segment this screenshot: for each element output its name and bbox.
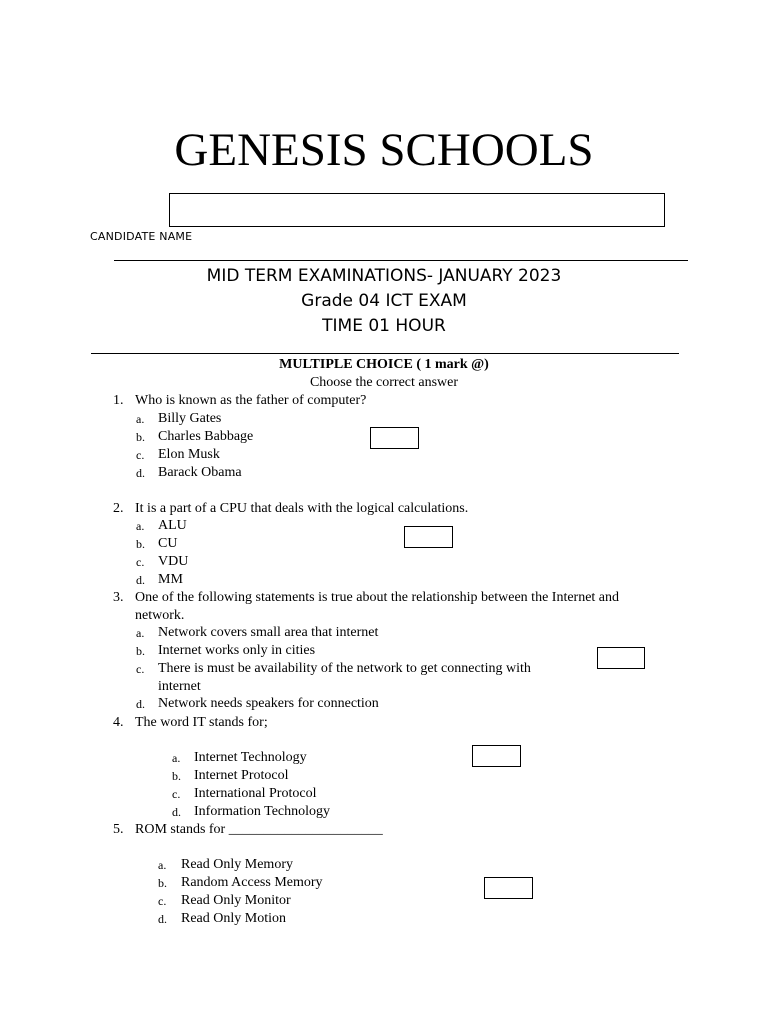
option-text: VDU <box>158 554 189 569</box>
question-text: It is a part of a CPU that deals with the logical calculations. <box>135 501 469 516</box>
option-text: Random Access Memory <box>181 875 323 890</box>
section-title: MULTIPLE CHOICE ( 1 mark @) <box>279 357 489 372</box>
answer-box[interactable] <box>370 427 419 449</box>
question-number: 3. <box>113 590 124 605</box>
section-instruction: Choose the correct answer <box>309 375 459 390</box>
option-letter: b. <box>136 430 145 444</box>
option-text: Elon Musk <box>158 447 220 462</box>
option-text: Read Only Memory <box>181 857 293 872</box>
option-text: Charles Babbage <box>158 429 254 444</box>
option-letter: d. <box>136 697 145 711</box>
option-text: Network needs speakers for connection <box>158 696 379 711</box>
option-letter: d. <box>136 466 145 480</box>
option-letter: d. <box>172 805 181 819</box>
question-text: ROM stands for ______________________ <box>135 822 383 837</box>
exam-title: MID TERM EXAMINATIONS- JANUARY 2023 <box>206 266 562 286</box>
option-text: Billy Gates <box>158 411 222 426</box>
option-text: Barack Obama <box>158 465 242 480</box>
option-letter: a. <box>136 626 145 640</box>
candidate-name-label: CANDIDATE NAME <box>90 230 193 243</box>
option-text: Internet Protocol <box>194 768 289 783</box>
option-text: Network covers small area that internet <box>158 625 379 640</box>
question-number: 4. <box>113 715 124 730</box>
question-text-line-2: network. <box>135 608 185 623</box>
header-bottom-rule <box>91 353 679 354</box>
option-c-continuation: internet <box>158 679 201 694</box>
question-text: The word IT stands for; <box>135 715 268 730</box>
question-number: 5. <box>113 822 124 837</box>
option-text: Internet works only in cities <box>158 643 316 658</box>
answer-box[interactable] <box>404 526 453 548</box>
question-number: 1. <box>113 393 124 408</box>
option-letter: b. <box>136 537 145 551</box>
option-letter: a. <box>136 412 145 426</box>
option-letter: c. <box>158 894 167 908</box>
option-letter: c. <box>172 787 181 801</box>
exam-time: TIME 01 HOUR <box>322 316 446 336</box>
option-text: Internet Technology <box>194 750 307 765</box>
school-name: GENESIS SCHOOLS <box>174 124 594 176</box>
option-text: Information Technology <box>194 804 331 819</box>
option-letter: c. <box>136 555 145 569</box>
option-letter: b. <box>136 644 145 658</box>
option-letter: c. <box>136 448 145 462</box>
option-text: International Protocol <box>194 786 317 801</box>
candidate-name-box[interactable] <box>169 193 665 227</box>
answer-box[interactable] <box>597 647 645 669</box>
exam-grade: Grade 04 ICT EXAM <box>301 291 467 311</box>
option-letter: d. <box>158 912 167 926</box>
option-letter: a. <box>158 858 167 872</box>
option-letter: c. <box>136 662 145 676</box>
answer-box[interactable] <box>484 877 533 899</box>
option-text: ALU <box>158 518 187 533</box>
question-text-line-1: One of the following statements is true about the relationship between the Internet and <box>135 590 620 605</box>
answer-box[interactable] <box>472 745 521 767</box>
option-text: Read Only Motion <box>181 911 286 926</box>
header-top-rule <box>114 260 688 261</box>
question-text: Who is known as the father of computer? <box>135 393 367 408</box>
option-letter: b. <box>172 769 181 783</box>
option-letter: d. <box>136 573 145 587</box>
option-text: MM <box>158 572 183 587</box>
option-text: CU <box>158 536 178 551</box>
option-letter: b. <box>158 876 167 890</box>
option-letter: a. <box>172 751 181 765</box>
option-letter: a. <box>136 519 145 533</box>
option-text: Read Only Monitor <box>181 893 291 908</box>
question-number: 2. <box>113 501 124 516</box>
option-text: There is must be availability of the network to get connecting with <box>158 661 531 676</box>
